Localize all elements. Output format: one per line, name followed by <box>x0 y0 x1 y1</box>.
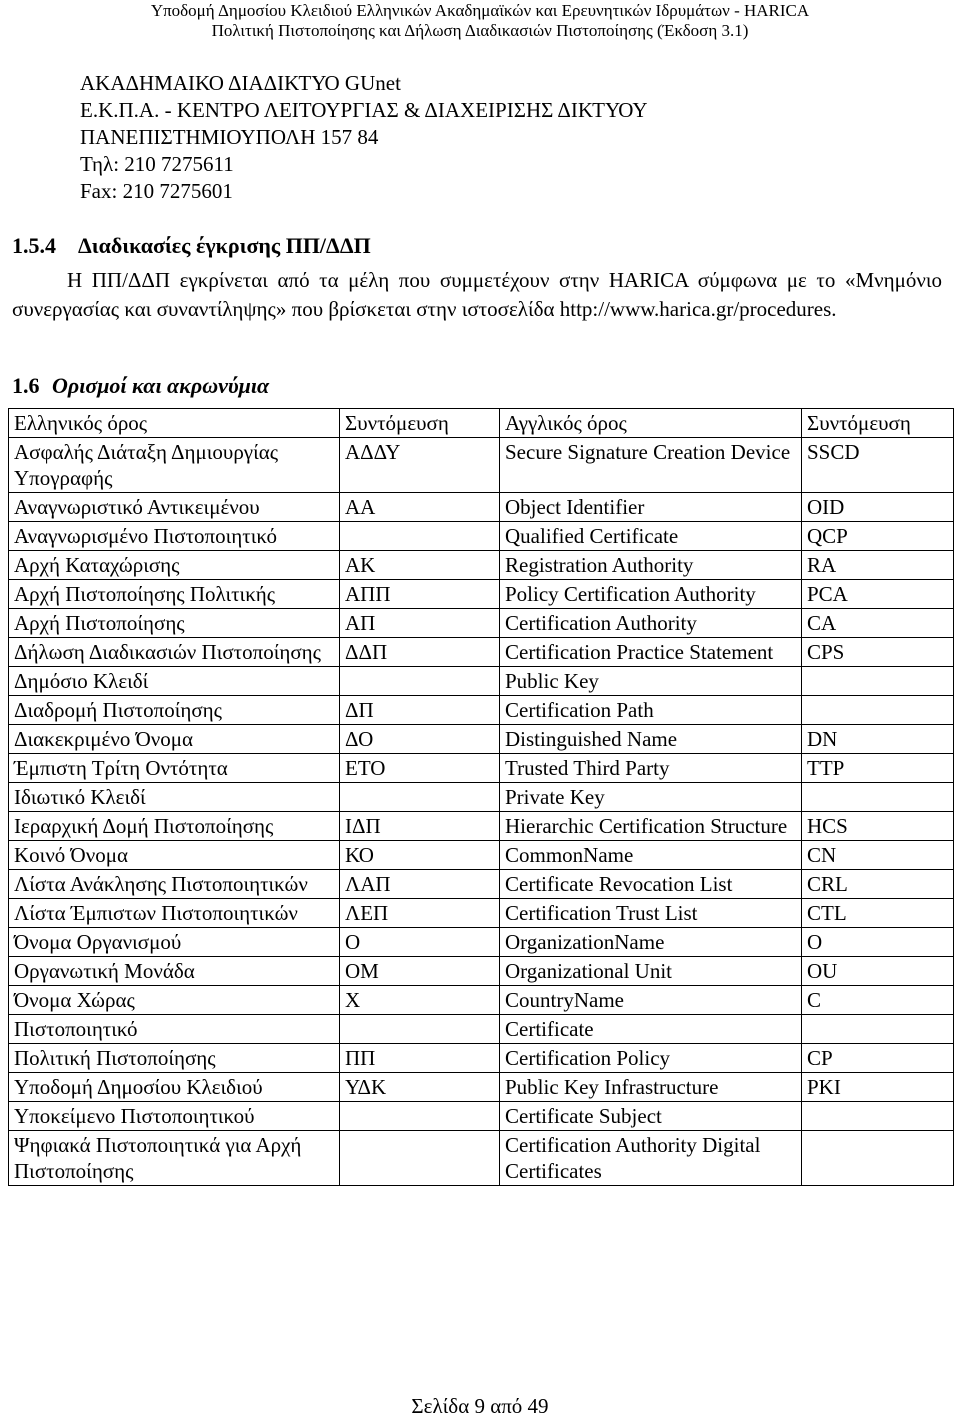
table-row <box>9 609 954 638</box>
table-row <box>9 870 954 899</box>
cell-english-abbr <box>802 1131 954 1186</box>
cell-english-term: OrganizationName <box>500 928 802 957</box>
cell-english-abbr <box>802 667 954 696</box>
cell-english-term: Certification Authority Digital Certificates <box>500 1131 802 1186</box>
table-row <box>9 1044 954 1073</box>
page-header <box>0 0 960 41</box>
cell-greek-abbr <box>340 1015 500 1044</box>
cell-greek-abbr: ΟΜ <box>340 957 500 986</box>
section-paragraph: Η ΠΠ/ΔΔΠ εγκρίνεται από τα μέλη που συμμετέχουν στην HARICA σύμφωνα με το «Μνημόνιο συνεργασίας και συναντίληψης» που βρίσκεται στην ιστοσελίδα http://www.harica.gr/procedures. <box>12 268 942 321</box>
cell-greek-term: Αρχή Καταχώρισης <box>9 551 340 580</box>
cell-english-abbr: OU <box>802 957 954 986</box>
cell-greek-term: Δήλωση Διαδικασιών Πιστοποίησης <box>9 638 340 667</box>
cell-greek-abbr: ΠΠ <box>340 1044 500 1073</box>
cell-greek-abbr <box>340 522 500 551</box>
cell-greek-term: Όνομα Οργανισμού <box>9 928 340 957</box>
cell-greek-abbr: Χ <box>340 986 500 1015</box>
cell-greek-term: Αναγνωριστικό Αντικειμένου <box>9 493 340 522</box>
cell-english-abbr <box>802 696 954 725</box>
header-line-1: Υποδομή Δημοσίου Κλειδιού Ελληνικών Ακαδημαϊκών και Ερευνητικών Ιδρυμάτων - HARICA <box>150 1 810 20</box>
cell-english-term: Private Key <box>500 783 802 812</box>
table-row <box>9 725 954 754</box>
address-line: Fax: 210 7275601 <box>80 179 233 203</box>
cell-english-abbr: CA <box>802 609 954 638</box>
page-footer <box>0 1394 960 1418</box>
cell-greek-term: Αρχή Πιστοποίησης <box>9 609 340 638</box>
cell-english-term: CountryName <box>500 986 802 1015</box>
table-row <box>9 957 954 986</box>
cell-english-term: Certificate Revocation List <box>500 870 802 899</box>
cell-english-abbr: RA <box>802 551 954 580</box>
cell-english-term: Certification Practice Statement <box>500 638 802 667</box>
table-row <box>9 493 954 522</box>
cell-greek-abbr: ΛΑΠ <box>340 870 500 899</box>
cell-greek-abbr: ΥΔΚ <box>340 1073 500 1102</box>
address-line: Τηλ: 210 7275611 <box>80 152 234 176</box>
cell-greek-abbr <box>340 667 500 696</box>
cell-english-abbr: O <box>802 928 954 957</box>
cell-english-abbr: PCA <box>802 580 954 609</box>
address-block <box>80 70 648 205</box>
cell-english-term: Hierarchic Certification Structure <box>500 812 802 841</box>
cell-english-term: Registration Authority <box>500 551 802 580</box>
cell-english-term: Certificate Subject <box>500 1102 802 1131</box>
cell-greek-term: Κοινό Όνομα <box>9 841 340 870</box>
section-number: 1.6 <box>12 373 40 398</box>
section-number: 1.5.4 <box>12 233 56 258</box>
table-row <box>9 696 954 725</box>
cell-greek-abbr: ΑΔΔΥ <box>340 438 500 493</box>
cell-greek-term: Ιεραρχική Δομή Πιστοποίησης <box>9 812 340 841</box>
cell-greek-term: Ασφαλής Διάταξη Δημιουργίας Υπογραφής <box>9 438 340 493</box>
header-cell-english-term: Αγγλικός όρος <box>500 409 802 438</box>
header-cell-english-abbr: Συντόμευση <box>802 409 954 438</box>
cell-english-term: Public Key <box>500 667 802 696</box>
cell-greek-term: Ιδιωτικό Κλειδί <box>9 783 340 812</box>
cell-english-term: Certification Authority <box>500 609 802 638</box>
cell-greek-term: Λίστα Ανάκλησης Πιστοποιητικών <box>9 870 340 899</box>
cell-greek-abbr: ΚΟ <box>340 841 500 870</box>
section-title: Διαδικασίες έγκρισης ΠΠ/ΔΔΠ <box>78 233 371 258</box>
cell-english-term: Qualified Certificate <box>500 522 802 551</box>
table-row <box>9 1073 954 1102</box>
cell-greek-abbr: ΑΚ <box>340 551 500 580</box>
cell-greek-term: Πιστοποιητικό <box>9 1015 340 1044</box>
table-row <box>9 667 954 696</box>
cell-english-term: CommonName <box>500 841 802 870</box>
cell-greek-term: Οργανωτική Μονάδα <box>9 957 340 986</box>
cell-greek-abbr: Ο <box>340 928 500 957</box>
table-row <box>9 812 954 841</box>
cell-english-term: Certificate <box>500 1015 802 1044</box>
cell-greek-abbr: ΙΔΠ <box>340 812 500 841</box>
cell-english-term: Certification Policy <box>500 1044 802 1073</box>
cell-greek-term: Έμπιστη Τρίτη Οντότητα <box>9 754 340 783</box>
cell-english-term: Policy Certification Authority <box>500 580 802 609</box>
table-row <box>9 1102 954 1131</box>
section-title: Ορισμοί και ακρωνύμια <box>52 373 270 398</box>
section-1-6-heading <box>12 372 269 400</box>
cell-greek-abbr: ΔΟ <box>340 725 500 754</box>
cell-english-term: Certification Trust List <box>500 899 802 928</box>
cell-greek-abbr: ΕΤΟ <box>340 754 500 783</box>
cell-english-abbr: HCS <box>802 812 954 841</box>
cell-greek-abbr: ΑΠΠ <box>340 580 500 609</box>
cell-greek-term: Πολιτική Πιστοποίησης <box>9 1044 340 1073</box>
cell-english-abbr: DN <box>802 725 954 754</box>
cell-greek-abbr <box>340 1102 500 1131</box>
cell-greek-term: Αναγνωρισμένο Πιστοποιητικό <box>9 522 340 551</box>
table-row <box>9 899 954 928</box>
section-heading <box>12 232 942 260</box>
definitions-table <box>8 408 954 1186</box>
table-row <box>9 638 954 667</box>
cell-greek-term: Όνομα Χώρας <box>9 986 340 1015</box>
cell-english-abbr <box>802 1102 954 1131</box>
cell-greek-abbr <box>340 783 500 812</box>
cell-greek-term: Υποδομή Δημοσίου Κλειδιού <box>9 1073 340 1102</box>
table-row <box>9 928 954 957</box>
definitions-table-body <box>9 409 954 1186</box>
table-row <box>9 754 954 783</box>
section-1-5-4 <box>12 232 942 324</box>
table-row <box>9 580 954 609</box>
cell-english-abbr: CP <box>802 1044 954 1073</box>
cell-english-abbr <box>802 783 954 812</box>
cell-english-abbr: SSCD <box>802 438 954 493</box>
cell-english-abbr: OID <box>802 493 954 522</box>
cell-greek-term: Διακεκριμένο Όνομα <box>9 725 340 754</box>
table-header-row <box>9 409 954 438</box>
cell-greek-abbr: ΔΠ <box>340 696 500 725</box>
cell-greek-term: Διαδρομή Πιστοποίησης <box>9 696 340 725</box>
cell-english-abbr: TTP <box>802 754 954 783</box>
cell-greek-abbr: ΑΑ <box>340 493 500 522</box>
table-row <box>9 438 954 493</box>
cell-english-abbr: CN <box>802 841 954 870</box>
cell-english-term: Distinguished Name <box>500 725 802 754</box>
table-row <box>9 1015 954 1044</box>
cell-english-term: Organizational Unit <box>500 957 802 986</box>
cell-greek-term: Λίστα Έμπιστων Πιστοποιητικών <box>9 899 340 928</box>
cell-greek-abbr: ΑΠ <box>340 609 500 638</box>
cell-greek-term: Ψηφιακά Πιστοποιητικά για Αρχή Πιστοποίησης <box>9 1131 340 1186</box>
header-line-2: Πολιτική Πιστοποίησης και Δήλωση Διαδικασιών Πιστοποίησης (Έκδοση 3.1) <box>211 21 749 40</box>
cell-english-term: Public Key Infrastructure <box>500 1073 802 1102</box>
table-row <box>9 783 954 812</box>
cell-greek-term: Αρχή Πιστοποίησης Πολιτικής <box>9 580 340 609</box>
table-row <box>9 522 954 551</box>
cell-english-abbr: CRL <box>802 870 954 899</box>
table-row <box>9 841 954 870</box>
header-cell-greek-abbr: Συντόμευση <box>340 409 500 438</box>
cell-greek-term: Δημόσιο Κλειδί <box>9 667 340 696</box>
table-row <box>9 551 954 580</box>
address-line: ΑΚΑΔΗΜΑΙΚΟ ΔΙΑΔΙΚΤΥΟ GUnet <box>80 71 401 95</box>
table-row <box>9 1131 954 1186</box>
page-number: Σελίδα 9 από 49 <box>411 1394 549 1418</box>
cell-greek-abbr <box>340 1131 500 1186</box>
table-row <box>9 986 954 1015</box>
cell-greek-abbr: ΔΔΠ <box>340 638 500 667</box>
cell-english-term: Certification Path <box>500 696 802 725</box>
header-cell-greek-term: Ελληνικός όρος <box>9 409 340 438</box>
cell-greek-term: Υποκείμενο Πιστοποιητικού <box>9 1102 340 1131</box>
cell-greek-abbr: ΛΕΠ <box>340 899 500 928</box>
cell-english-term: Secure Signature Creation Device <box>500 438 802 493</box>
cell-english-term: Object Identifier <box>500 493 802 522</box>
address-line: ΠΑΝΕΠΙΣΤΗΜΙΟΥΠΟΛΗ 157 84 <box>80 125 379 149</box>
cell-english-term: Trusted Third Party <box>500 754 802 783</box>
cell-english-abbr: C <box>802 986 954 1015</box>
cell-english-abbr: CPS <box>802 638 954 667</box>
cell-english-abbr: PKI <box>802 1073 954 1102</box>
address-line: Ε.Κ.Π.Α. - ΚΕΝΤΡΟ ΛΕΙΤΟΥΡΓΙΑΣ & ΔΙΑΧΕΙΡΙΣΗΣ ΔΙΚΤΥΟΥ <box>80 98 648 122</box>
cell-english-abbr: QCP <box>802 522 954 551</box>
cell-english-abbr: CTL <box>802 899 954 928</box>
cell-english-abbr <box>802 1015 954 1044</box>
